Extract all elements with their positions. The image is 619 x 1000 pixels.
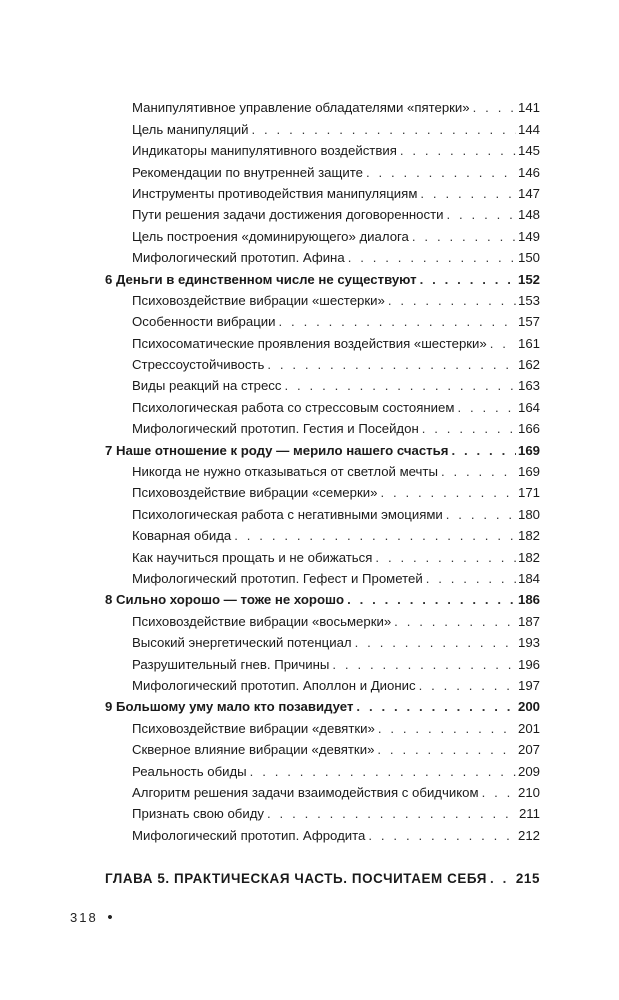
toc-entry-title: Мифологический прототип. Гефест и Прометей (132, 570, 423, 586)
bullet-icon: • (107, 909, 115, 926)
toc-entry-sub (0, 608, 540, 629)
toc-entry-title: Мифологический прототип. Афина (132, 250, 345, 266)
toc-entry-title: Психовоздействие вибрации «девятки» (132, 720, 375, 736)
toc-leader-dots (482, 785, 516, 801)
toc-entry-title: Никогда не нужно отказываться от светлой мечты (132, 464, 438, 480)
toc-leader-dots (422, 421, 516, 437)
toc-entry-page: 184 (517, 570, 540, 586)
toc-entry-title: ГЛАВА 5. ПРАКТИЧЕСКАЯ ЧАСТЬ. ПОСЧИТАЕМ СЕБЯ (105, 871, 488, 887)
toc-leader-dots (457, 400, 516, 416)
toc-entry-page: 186 (517, 592, 540, 608)
toc-leader-dots (388, 293, 516, 309)
toc-leader-dots (394, 614, 516, 630)
toc-leader-dots (412, 229, 516, 245)
toc-entry-page: 169 (517, 442, 540, 458)
toc-entry-page: 157 (517, 314, 540, 330)
toc-entry-title: Как научиться прощать и не обижаться (132, 549, 373, 565)
toc-entry-page: 150 (517, 250, 540, 266)
toc-entry-sub (0, 523, 540, 544)
toc-entry-page: 180 (517, 506, 540, 522)
toc-entry-title: Разрушительный гнев. Причины (132, 656, 330, 672)
toc-entry-title: Психовоздействие вибрации «восьмерки» (132, 613, 392, 629)
toc-leader-dots (368, 828, 516, 844)
toc-leader-dots (378, 721, 516, 737)
toc-leader-dots (366, 165, 516, 181)
page-footer (70, 909, 115, 926)
toc-leader-dots (250, 764, 516, 780)
toc-entry-sub (0, 822, 540, 843)
toc-entry-title: Виды реакций на стресс (132, 378, 282, 394)
toc-entry-title: Рекомендации по внутренней защите (132, 164, 363, 180)
toc-entry-sub (0, 416, 540, 437)
toc-entry-page: 149 (517, 228, 540, 244)
toc-leader-dots (420, 186, 516, 202)
toc-entry-sub (0, 501, 540, 522)
toc-entry-title: Индикаторы манипулятивного воздействия (132, 143, 397, 159)
toc-entry-sub (0, 459, 540, 480)
toc-entry-sub (0, 394, 540, 415)
toc-entry-title: Реальность обиды (132, 763, 247, 779)
toc-entry-title: 8 Сильно хорошо — тоже не хорошо (105, 592, 345, 608)
toc-entry-page: 196 (517, 656, 540, 672)
toc-entry-sub (0, 544, 540, 565)
toc-entry-page: 187 (517, 613, 540, 629)
toc-entry-sub (0, 245, 540, 266)
toc-entry-page: 211 (518, 806, 540, 822)
toc-entry-title: Скверное влияние вибрации «девятки» (132, 742, 375, 758)
toc-entry-page: 169 (517, 464, 540, 480)
toc-entry-title: Психологическая работа со стрессовым состоянием (132, 399, 455, 415)
toc-entry-title: 9 Большому уму мало кто позавидует (105, 699, 354, 715)
toc-entry-sub (0, 202, 540, 223)
toc-entry-title: Пути решения задачи достижения договоренности (132, 207, 444, 223)
toc-entry-title: Стрессоустойчивость (132, 357, 265, 373)
toc-entry-sub (0, 159, 540, 180)
toc-entry-sub (0, 330, 540, 351)
toc-entry-sub (0, 116, 540, 137)
toc-entry-sub (0, 373, 540, 394)
toc-entry-part (0, 866, 540, 887)
toc-entry-sub (0, 138, 540, 159)
toc-entry-page: 148 (517, 207, 540, 223)
toc-leader-dots (441, 464, 516, 480)
toc-entry-chapter (0, 437, 540, 458)
toc-entry-sub (0, 566, 540, 587)
toc-entry-chapter (0, 694, 540, 715)
toc-leader-dots (451, 443, 516, 459)
toc-entry-sub (0, 737, 540, 758)
toc-entry-title: Особенности вибрации (132, 314, 276, 330)
toc-leader-dots (426, 571, 516, 587)
toc-entry-page: 163 (517, 378, 540, 394)
toc-entry-title: Мифологический прототип. Аполлон и Дионис (132, 677, 416, 693)
toc-leader-dots (332, 657, 516, 673)
toc-entry-page: 207 (517, 742, 540, 758)
toc-entry-page: 164 (517, 399, 540, 415)
toc-entry-title: 6 Деньги в единственном числе не существуют (105, 271, 417, 287)
toc-entry-page: 166 (517, 421, 540, 437)
toc-entry-page: 147 (517, 185, 540, 201)
toc-entry-title: Психосоматические проявления воздействия «шестерки» (132, 335, 487, 351)
toc-leader-dots (252, 122, 516, 138)
toc-leader-dots (375, 550, 516, 566)
toc-leader-dots (400, 143, 516, 159)
toc-entry-page: 215 (515, 871, 540, 887)
page-number: 318 (70, 910, 98, 925)
toc-entry-sub (0, 288, 540, 309)
toc-leader-dots (420, 272, 516, 288)
table-of-contents (0, 95, 619, 887)
toc-leader-dots (377, 742, 516, 758)
toc-entry-title: Инструменты противодействия манипуляциям (132, 185, 418, 201)
toc-leader-dots (267, 806, 517, 822)
toc-entry-page: 162 (517, 357, 540, 373)
toc-entry-sub (0, 673, 540, 694)
toc-entry-page: 182 (517, 549, 540, 565)
toc-leader-dots (347, 592, 516, 608)
toc-leader-dots (348, 250, 516, 266)
toc-leader-dots (355, 635, 516, 651)
toc-entry-page: 141 (517, 100, 540, 116)
toc-entry-page: 182 (517, 528, 540, 544)
toc-leader-dots (446, 207, 516, 223)
toc-entry-title: Психовоздействие вибрации «шестерки» (132, 292, 385, 308)
toc-leader-dots (234, 528, 516, 544)
toc-entry-page: 209 (517, 763, 540, 779)
toc-entry-page: 210 (517, 784, 540, 800)
toc-entry-page: 171 (517, 485, 540, 501)
toc-entry-page: 193 (517, 635, 540, 651)
toc-entry-page: 144 (517, 121, 540, 137)
toc-leader-dots (279, 314, 516, 330)
toc-entry-title: Психовоздействие вибрации «семерки» (132, 485, 378, 501)
toc-entry-page: 146 (517, 164, 540, 180)
toc-entry-sub (0, 352, 540, 373)
toc-entry-sub (0, 223, 540, 244)
toc-entry-sub (0, 480, 540, 501)
toc-entry-page: 201 (517, 720, 540, 736)
toc-entry-title: Алгоритм решения задачи взаимодействия с обидчиком (132, 784, 479, 800)
toc-leader-dots (490, 871, 514, 887)
toc-leader-dots (419, 678, 516, 694)
toc-entry-title: 7 Наше отношение к роду — мерило нашего счастья (105, 442, 449, 458)
toc-entry-chapter (0, 266, 540, 287)
toc-leader-dots (356, 699, 516, 715)
toc-entry-sub (0, 630, 540, 651)
toc-leader-dots (285, 378, 516, 394)
toc-entry-title: Мифологический прототип. Гестия и Посейдон (132, 421, 419, 437)
toc-entry-sub (0, 309, 540, 330)
toc-entry-page: 145 (517, 143, 540, 159)
toc-entry-sub (0, 780, 540, 801)
toc-entry-sub (0, 715, 540, 736)
toc-leader-dots (267, 357, 516, 373)
toc-leader-dots (446, 507, 516, 523)
toc-entry-page: 197 (517, 677, 540, 693)
toc-entry-page: 161 (517, 335, 540, 351)
toc-entry-title: Мифологический прототип. Афродита (132, 827, 366, 843)
toc-leader-dots (473, 100, 516, 116)
toc-entry-page: 200 (517, 699, 540, 715)
toc-entry-page: 153 (517, 292, 540, 308)
toc-entry-title: Цель манипуляций (132, 121, 249, 137)
toc-entry-page: 212 (517, 827, 540, 843)
toc-entry-title: Психологическая работа с негативными эмоциями (132, 506, 443, 522)
toc-entry-chapter (0, 587, 540, 608)
toc-entry-title: Манипулятивное управление обладателями «пятерки» (132, 100, 470, 116)
toc-entry-title: Высокий энергетический потенциал (132, 635, 352, 651)
toc-entry-sub (0, 95, 540, 116)
toc-entry-sub (0, 181, 540, 202)
toc-entry-title: Цель построения «доминирующего» диалога (132, 228, 409, 244)
toc-entry-sub (0, 758, 540, 779)
toc-entry-sub (0, 801, 540, 822)
toc-entry-title: Признать свою обиду (132, 806, 265, 822)
toc-leader-dots (380, 485, 516, 501)
toc-entry-sub (0, 651, 540, 672)
toc-entry-page: 152 (517, 271, 540, 287)
toc-leader-dots (490, 336, 516, 352)
toc-entry-title: Коварная обида (132, 528, 232, 544)
